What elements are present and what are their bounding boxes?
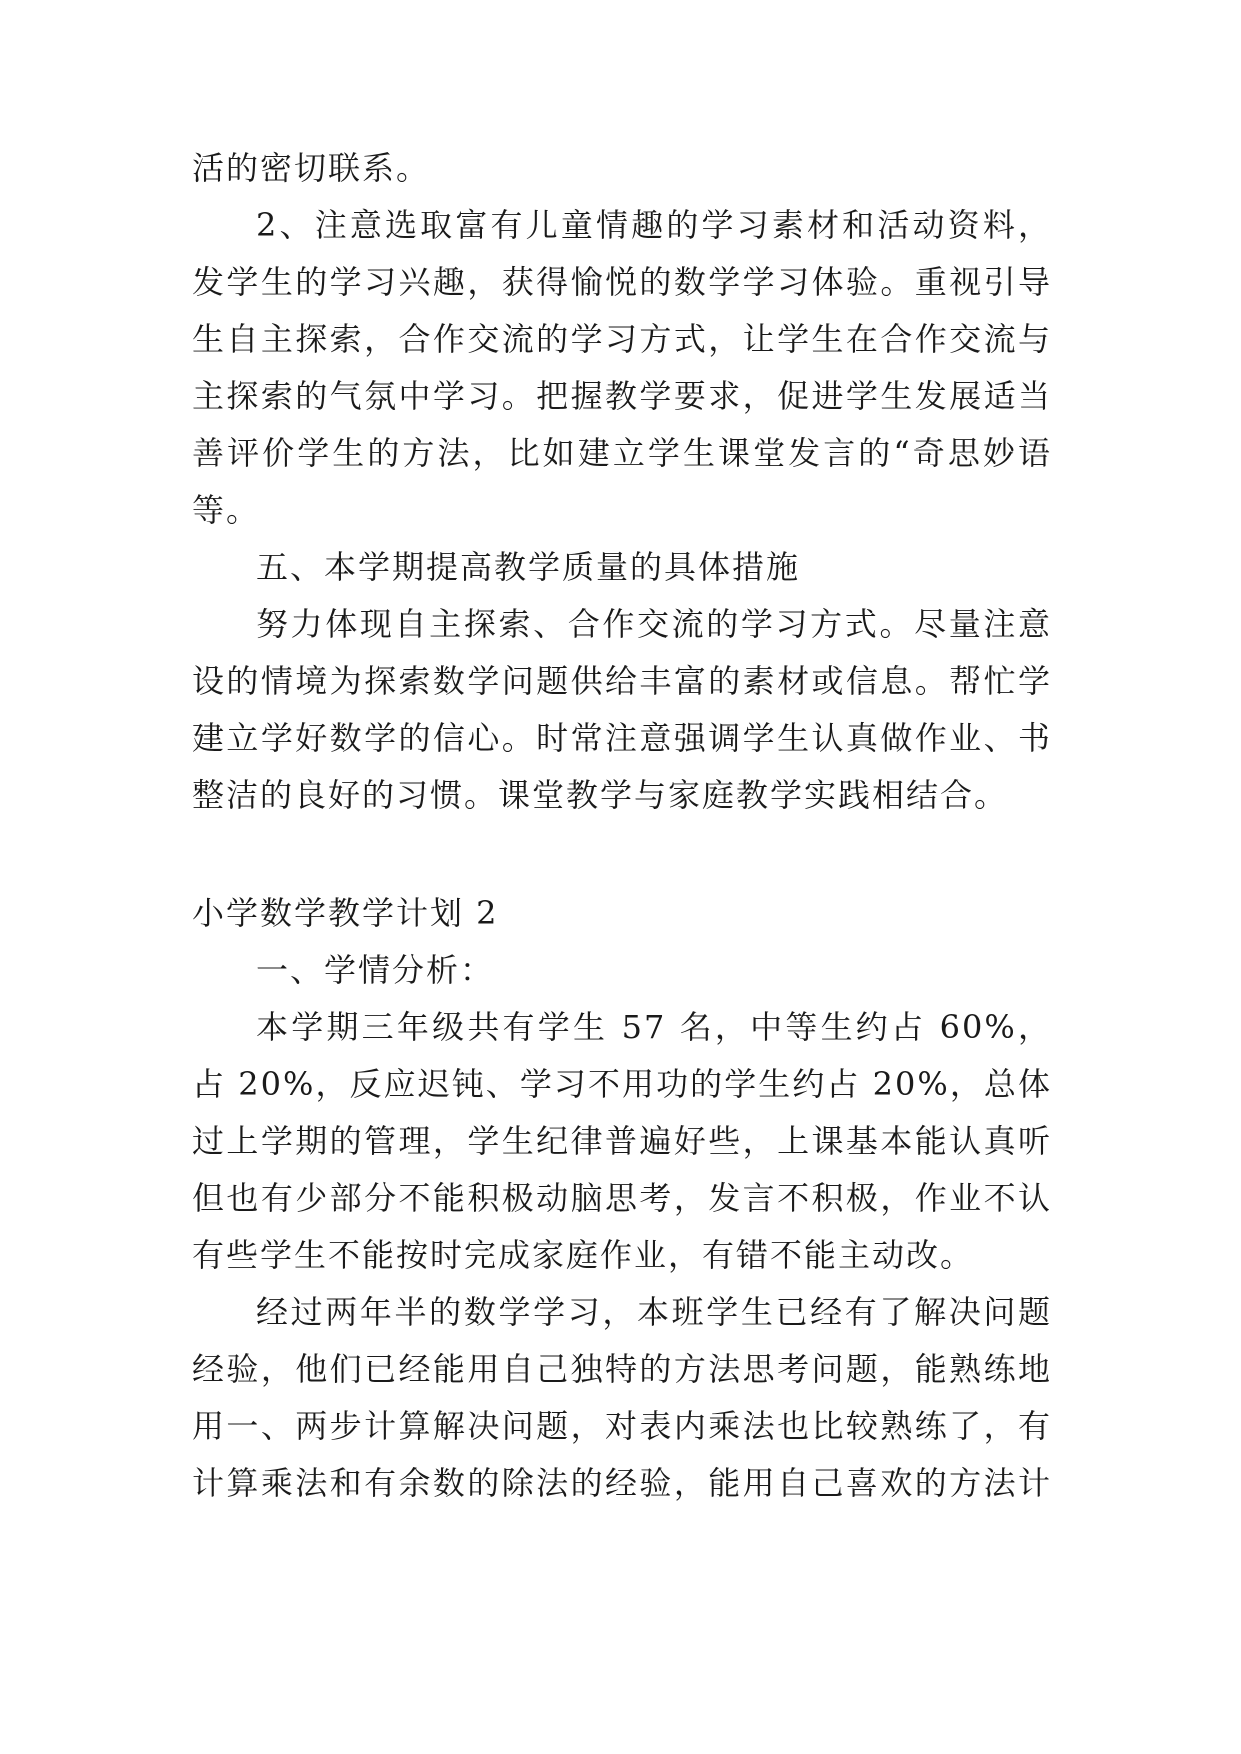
- text-line: 有些学生不能按时完成家庭作业，有错不能主动改。: [192, 1236, 975, 1274]
- text-line: 等。: [192, 491, 261, 529]
- text-line: 整洁的良好的习惯。课堂教学与家庭教学实践相结合。: [192, 776, 1009, 814]
- text-line: 善评价学生的方法，比如建立学生课堂发言的“奇思妙语: [192, 434, 1052, 472]
- text-line: 生自主探索，合作交流的学习方式，让学生在合作交流与: [192, 320, 1052, 358]
- text-line: 经过两年半的数学学习，本班学生已经有了解决问题: [256, 1293, 1052, 1331]
- section-heading: 一、学情分析：: [256, 951, 495, 989]
- text-line: 用一、两步计算解决问题，对表内乘法也比较熟练了，有: [192, 1407, 1052, 1445]
- text-line: 计算乘法和有余数的除法的经验，能用自己喜欢的方法计: [192, 1464, 1052, 1502]
- text-line: 本学期三年级共有学生 57 名，中等生约占 60%，: [256, 1008, 1052, 1046]
- text-line: 但也有少部分不能积极动脑思考，发言不积极，作业不认: [192, 1179, 1052, 1217]
- text-line: 发学生的学习兴趣，获得愉悦的数学学习体验。重视引导: [192, 263, 1052, 301]
- text-line: 活的密切联系。: [192, 149, 431, 187]
- section-heading: 五、本学期提高教学质量的具体措施: [256, 548, 801, 586]
- text-line: 建立学好数学的信心。时常注意强调学生认真做作业、书: [192, 719, 1052, 757]
- text-line: 2、注意选取富有儿童情趣的学习素材和活动资料，: [256, 206, 1052, 244]
- text-line: 经验，他们已经能用自己独特的方法思考问题，能熟练地: [192, 1350, 1052, 1388]
- text-line: 努力体现自主探索、合作交流的学习方式。尽量注意: [256, 605, 1052, 643]
- document-title: 小学数学教学计划 2: [192, 894, 499, 932]
- text-line: 设的情境为探索数学问题供给丰富的素材或信息。帮忙学: [192, 662, 1052, 700]
- text-line: 占 20%，反应迟钝、学习不用功的学生约占 20%，总体: [192, 1065, 1052, 1103]
- text-line: 主探索的气氛中学习。把握教学要求，促进学生发展适当: [192, 377, 1052, 415]
- text-line: 过上学期的管理，学生纪律普遍好些，上课基本能认真听: [192, 1122, 1052, 1160]
